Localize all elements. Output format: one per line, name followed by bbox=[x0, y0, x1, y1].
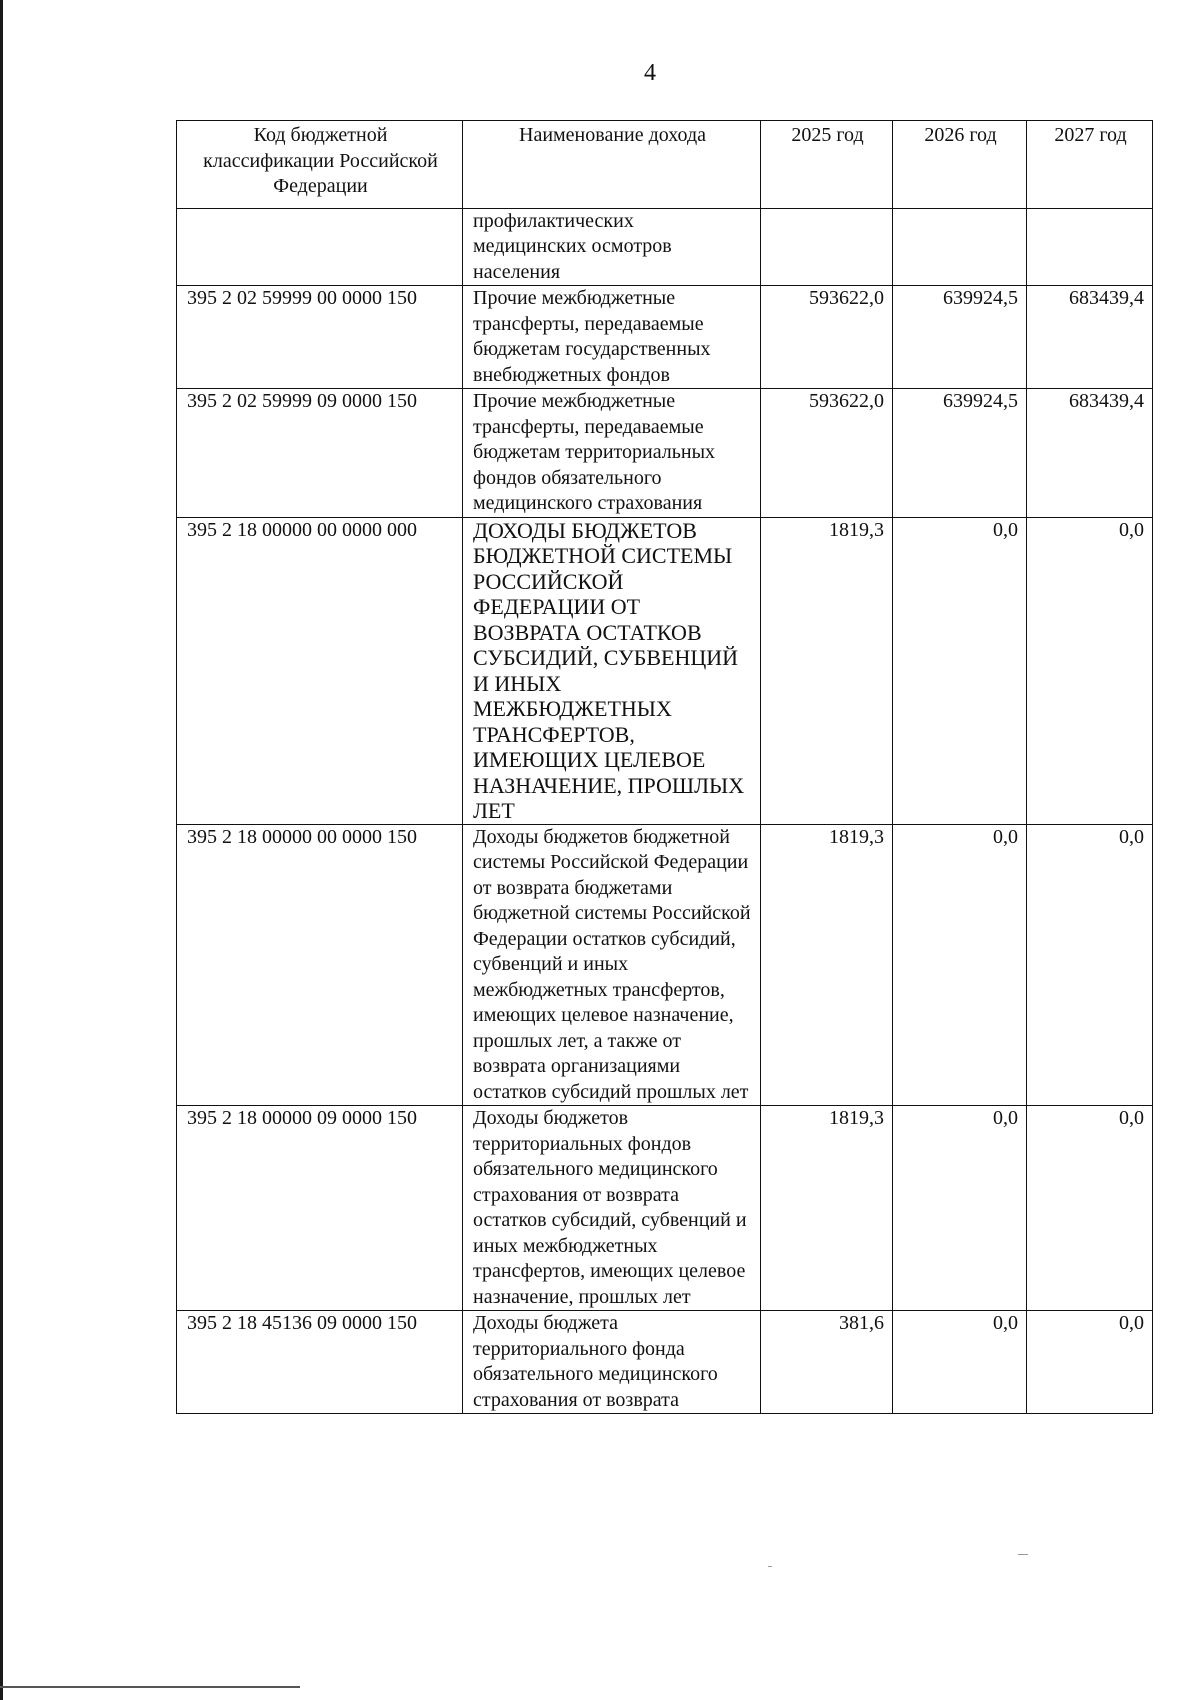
header-name: Наименование дохода bbox=[463, 121, 761, 209]
table-header-row bbox=[177, 121, 1153, 209]
row-value-2026 bbox=[893, 208, 1027, 286]
row-code: 395 2 02 59999 00 0000 150 bbox=[177, 286, 463, 389]
row-name: Доходы бюджета территориального фонда обязательного медицинского страхования от возврата bbox=[463, 1311, 761, 1414]
row-code: 395 2 18 00000 00 0000 000 bbox=[177, 517, 463, 824]
scan-speck bbox=[1018, 1554, 1028, 1555]
row-value-2025: 593622,0 bbox=[761, 286, 893, 389]
row-name: Доходы бюджетов бюджетной системы Российской Федерации от возврата бюджетами бюджетной системы Российской Федерации остатков субсидий, субвенций и иных межбюджетных трансфертов, имеющих целевое назначение, прошлых лет, а также от возврата организациями остатков субсидий прошлых лет bbox=[463, 824, 761, 1106]
row-name: Доходы бюджетов территориальных фондов обязательного медицинского страхования от возврата остатков субсидий, субвенций и иных межбюджетных трансфертов, имеющих целевое назначение, прошлых лет bbox=[463, 1106, 761, 1311]
row-code: 395 2 02 59999 09 0000 150 bbox=[177, 389, 463, 518]
row-value-2027: 683439,4 bbox=[1027, 389, 1153, 518]
row-name: ДОХОДЫ БЮДЖЕТОВ БЮДЖЕТНОЙ СИСТЕМЫ РОССИЙСКОЙ ФЕДЕРАЦИИ ОТ ВОЗВРАТА ОСТАТКОВ СУБСИДИЙ, СУБВЕНЦИЙ И ИНЫХ МЕЖБЮДЖЕТНЫХ ТРАНСФЕРТОВ, ИМЕЮЩИХ ЦЕЛЕВОЕ НАЗНАЧЕНИЕ, ПРОШЛЫХ ЛЕТ bbox=[463, 517, 761, 824]
header-2026: 2026 год bbox=[893, 121, 1027, 209]
row-value-2026: 0,0 bbox=[893, 1311, 1027, 1414]
row-value-2026: 639924,5 bbox=[893, 286, 1027, 389]
header-2027: 2027 год bbox=[1027, 121, 1153, 209]
row-value-2027: 0,0 bbox=[1027, 824, 1153, 1106]
table-row bbox=[177, 208, 1153, 286]
row-value-2025: 1819,3 bbox=[761, 824, 893, 1106]
row-value-2027: 0,0 bbox=[1027, 517, 1153, 824]
table-row bbox=[177, 1311, 1153, 1414]
row-value-2026: 0,0 bbox=[893, 1106, 1027, 1311]
table-row bbox=[177, 286, 1153, 389]
row-value-2027: 0,0 bbox=[1027, 1311, 1153, 1414]
table-row bbox=[177, 1106, 1153, 1311]
row-value-2026: 639924,5 bbox=[893, 389, 1027, 518]
header-code: Код бюджетной классификации Российской Федерации bbox=[177, 121, 463, 209]
row-name: профилактических медицинских осмотров населения bbox=[463, 208, 761, 286]
page-number: 4 bbox=[644, 60, 656, 86]
scan-bottom-line bbox=[0, 1686, 300, 1688]
row-value-2026: 0,0 bbox=[893, 824, 1027, 1106]
table-row bbox=[177, 389, 1153, 518]
row-value-2025: 1819,3 bbox=[761, 1106, 893, 1311]
table-row bbox=[177, 824, 1153, 1106]
table-row bbox=[177, 517, 1153, 824]
row-value-2027 bbox=[1027, 208, 1153, 286]
row-name: Прочие межбюджетные трансферты, передаваемые бюджетам территориальных фондов обязательного медицинского страхования bbox=[463, 389, 761, 518]
row-value-2025: 593622,0 bbox=[761, 389, 893, 518]
row-code: 395 2 18 00000 09 0000 150 bbox=[177, 1106, 463, 1311]
row-value-2025 bbox=[761, 208, 893, 286]
row-code: 395 2 18 45136 09 0000 150 bbox=[177, 1311, 463, 1414]
row-code bbox=[177, 208, 463, 286]
row-value-2027: 683439,4 bbox=[1027, 286, 1153, 389]
scan-left-edge bbox=[0, 0, 3, 1700]
row-name: Прочие межбюджетные трансферты, передаваемые бюджетам государственных внебюджетных фондов bbox=[463, 286, 761, 389]
row-value-2026: 0,0 bbox=[893, 517, 1027, 824]
row-code: 395 2 18 00000 00 0000 150 bbox=[177, 824, 463, 1106]
header-2025: 2025 год bbox=[761, 121, 893, 209]
row-value-2027: 0,0 bbox=[1027, 1106, 1153, 1311]
scan-speck bbox=[768, 1566, 772, 1567]
revenue-table bbox=[176, 120, 1153, 1414]
row-value-2025: 381,6 bbox=[761, 1311, 893, 1414]
row-value-2025: 1819,3 bbox=[761, 517, 893, 824]
